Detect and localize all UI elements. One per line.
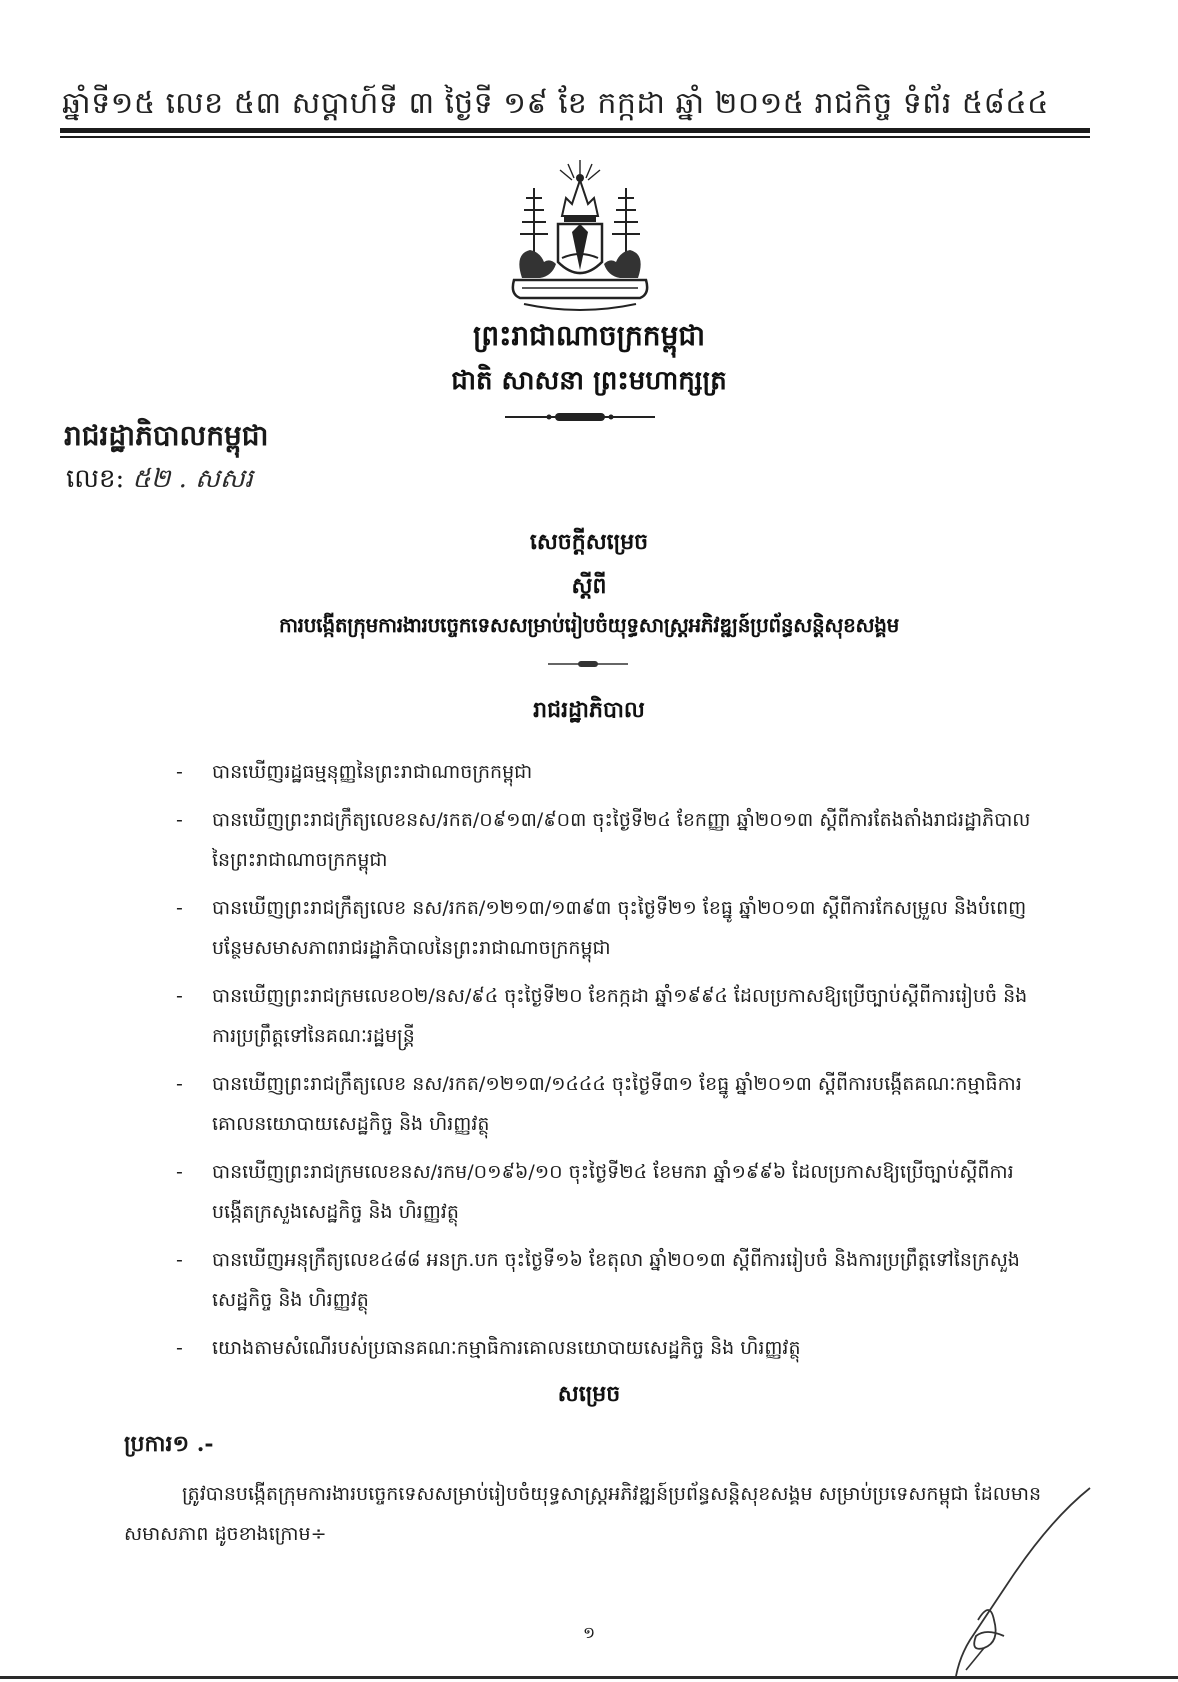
bullet-dash: - — [176, 809, 183, 831]
document-number-label: លេខ: — [66, 464, 125, 494]
bullet-dash: - — [176, 1337, 183, 1359]
bullet-dash: - — [176, 1161, 183, 1183]
article-text: ត្រូវបានបង្កើតក្រុមការងារបច្ចេកទេសសម្រាប់រៀបចំយុទ្ធសាស្ត្រអភិវឌ្ឍន៍ប្រព័ន្ធសន្តិសុខសង្គម សម្រាប់ប្រទេសកម្ពុជា ដែលមានសមាសភាព ដូចខាងក្រោម÷ — [124, 1483, 1042, 1545]
bullet-dash: - — [176, 1249, 183, 1271]
bullet-dash: - — [176, 1073, 183, 1095]
ornament-divider — [505, 410, 655, 424]
consideration-text: បានឃើញព្រះរាជក្រមលេខនស/រកម/០១៩៦/១០ ចុះថ្ងៃទី២៤ ខែមករា ឆ្នាំ១៩៩៦ ដែលប្រកាសឱ្យប្រើច្បាប់ស្តីពីការបង្កើតក្រសួងសេដ្ឋកិច្ច និង ហិរញ្ញវត្ថុ — [212, 1161, 1014, 1223]
consideration-text: បានឃើញព្រះរាជក្រឹត្យលេខ នស/រកត/១២១៣/១៤៤៤ ចុះថ្ងៃទី៣១ ខែធ្នូ ឆ្នាំ២០១៣ ស្តីពីការបង្កើតគណៈកម្មាធិការគោលនយោបាយសេដ្ឋកិច្ច និង ហិរញ្ញវត្ថុ — [212, 1073, 1022, 1135]
consideration-text: យោងតាមសំណើរបស់ប្រធានគណៈកម្មាធិការគោលនយោបាយសេដ្ឋកិច្ច និង ហិរញ្ញវត្ថុ — [212, 1337, 801, 1359]
consideration-text: បានឃើញរដ្ឋធម្មនុញ្ញនៃព្រះរាជាណាចក្រកម្ពុជា — [212, 761, 533, 783]
bottom-rule — [0, 1676, 1178, 1679]
consideration-text: បានឃើញអនុក្រឹត្យលេខ៤៨៨ អនក្រ.បក ចុះថ្ងៃទី១៦ ខែតុលា ឆ្នាំ២០១៣ ស្តីពីការរៀបចំ និងការប្រព្រឹត្តទៅនៃក្រសួងសេដ្ឋកិច្ច និង ហិរញ្ញវត្ថុ — [212, 1249, 1020, 1311]
consideration-text: បានឃើញព្រះរាជក្រឹត្យលេខនស/រកត/០៩១៣/៩០៣ ចុះថ្ងៃទី២៤ ខែកញ្ញា ឆ្នាំ២០១៣ ស្តីពីការតែងតាំងរាជរដ្ឋាភិបាលនៃព្រះរាជាណាចក្រកម្ពុជា — [212, 809, 1031, 871]
decides-heading: សម្រេច — [557, 1381, 621, 1407]
government-name: រាជរដ្ឋាភិបាលកម្ពុជា — [64, 419, 269, 452]
document-number — [66, 462, 253, 500]
document-type: សេចក្តីសម្រេច — [529, 529, 649, 555]
bullet-dash: - — [176, 985, 183, 1007]
consideration-item — [176, 800, 1036, 880]
consideration-text: បានឃើញព្រះរាជក្រឹត្យលេខ នស/រកត/១២១៣/១៣៩៣ ចុះថ្ងៃទី២១ ខែធ្នូ ឆ្នាំ២០១៣ ស្តីពីការកែសម្រួល និងបំពេញបន្ថែមសមាសភាពរាជរដ្ឋាភិបាលនៃព្រះរាជាណាចក្រកម្ពុជា — [212, 897, 1027, 959]
gazette-header: ឆ្នាំទី១៥ លេខ ៥៣ សប្តាហ៍ទី ៣ ថ្ងៃទី ១៩ ខែ កក្កដា ឆ្នាំ ២០១៥ រាជកិច្ច ទំព័រ ៥៨៤៤ — [62, 86, 1049, 121]
handwritten-initial-icon — [930, 1480, 1100, 1680]
consideration-item — [176, 752, 1036, 792]
considerations-list — [176, 752, 1036, 1376]
consideration-item — [176, 1328, 1036, 1368]
bullet-dash: - — [176, 761, 183, 783]
page-number: ១ — [582, 1623, 596, 1642]
about-label: ស្តីពី — [571, 573, 607, 599]
consideration-item — [176, 1152, 1036, 1232]
document-number-value: ៥២ . សសរ — [132, 464, 253, 494]
consideration-text: បានឃើញព្រះរាជក្រមលេខ០២/នស/៩៤ ចុះថ្ងៃទី២០ ខែកក្កដា ឆ្នាំ១៩៩៤ ដែលប្រកាសឱ្យប្រើច្បាប់ស្តីពីការរៀបចំ និងការប្រព្រឹត្តទៅនៃគណៈរដ្ឋមន្ត្រី — [212, 985, 1028, 1047]
consideration-item — [176, 1240, 1036, 1320]
consideration-item — [176, 976, 1036, 1056]
royal-coat-of-arms-icon — [500, 158, 660, 316]
consideration-item — [176, 1064, 1036, 1144]
issuer-heading: រាជរដ្ឋាភិបាល — [533, 697, 645, 723]
header-rule — [60, 128, 1090, 133]
bullet-dash: - — [176, 897, 183, 919]
title-divider — [548, 660, 628, 668]
consideration-item — [176, 888, 1036, 968]
article-label: ប្រការ១ .- — [124, 1431, 214, 1457]
national-motto: ជាតិ សាសនា ព្រះមហាក្សត្រ — [451, 366, 727, 396]
header-rule-thin — [60, 136, 1090, 138]
document-title: ការបង្កើតក្រុមការងារបច្ចេកទេសសម្រាប់រៀបចំយុទ្ធសាស្ត្រអភិវឌ្ឍន៍ប្រព័ន្ធសន្តិសុខសង្គម — [278, 613, 900, 637]
kingdom-heading: ព្រះរាជាណាចក្រកម្ពុជា — [472, 319, 705, 352]
